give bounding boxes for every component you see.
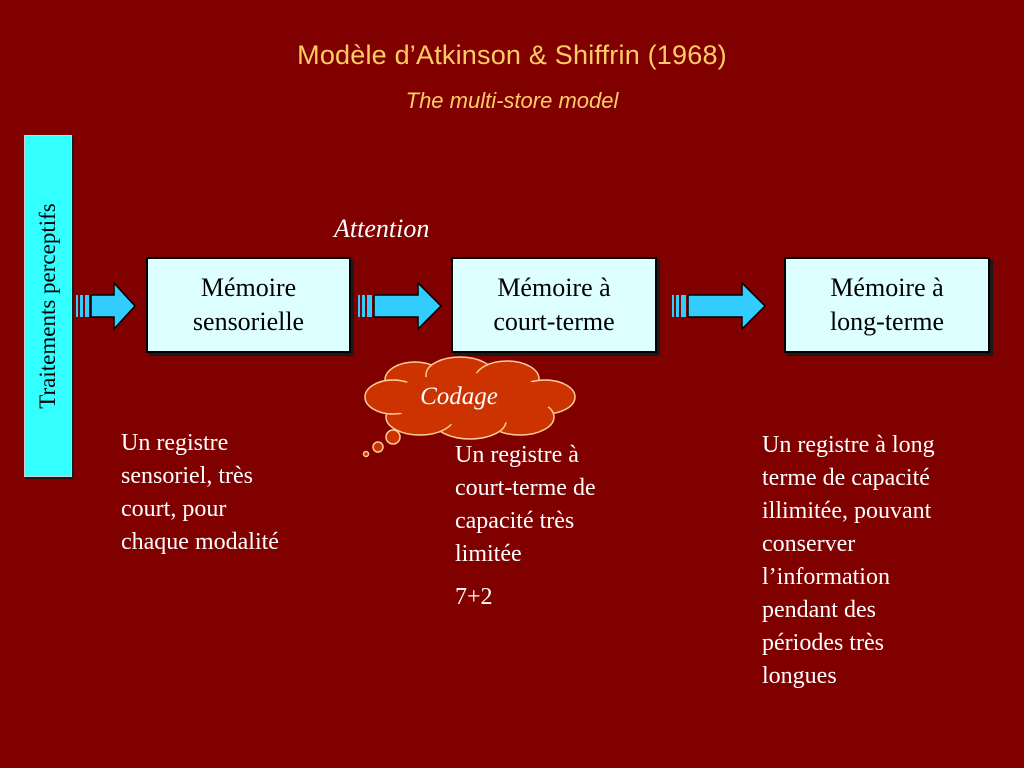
arrow-to-sensory-memory bbox=[76, 280, 138, 332]
long-term-memory-line1: Mémoire à bbox=[830, 273, 944, 302]
long-term-description-line: pendant des bbox=[762, 597, 876, 623]
codage-label: Codage bbox=[420, 383, 498, 410]
short-term-description-line: capacité très bbox=[455, 508, 575, 534]
attention-label: Attention bbox=[334, 214, 430, 243]
short-term-description-line: Un registre à bbox=[455, 442, 579, 468]
long-term-memory-box bbox=[784, 257, 990, 353]
sensory-description-line: sensoriel, très bbox=[121, 463, 253, 489]
perceptual-processing-label: Traitements perceptifs bbox=[35, 203, 60, 409]
perceptual-processing-bar bbox=[24, 135, 72, 477]
sensory-memory-box bbox=[146, 257, 351, 353]
short-term-memory-line2: court-terme bbox=[493, 307, 615, 336]
sensory-memory-line1: Mémoire bbox=[200, 273, 297, 302]
long-term-description-line: illimitée, pouvant bbox=[762, 498, 932, 524]
long-term-memory-line2: long-terme bbox=[829, 307, 945, 336]
short-term-memory-box bbox=[451, 257, 657, 353]
sensory-description bbox=[121, 427, 279, 559]
sensory-memory-line2: sensorielle bbox=[192, 307, 305, 336]
long-term-description-line: l’information bbox=[762, 564, 890, 590]
sensory-description-line: chaque modalité bbox=[121, 529, 279, 555]
long-term-description-line: Un registre à long bbox=[762, 432, 935, 458]
short-term-description-line: limitée bbox=[455, 541, 522, 567]
long-term-description bbox=[762, 429, 935, 693]
sensory-description-line: court, pour bbox=[121, 496, 227, 522]
long-term-description-line: longues bbox=[762, 663, 837, 689]
long-term-description-line: terme de capacité bbox=[762, 465, 930, 491]
short-term-description-line: court-terme de bbox=[455, 475, 596, 501]
short-term-description bbox=[455, 439, 596, 614]
short-term-memory-line1: Mémoire à bbox=[497, 273, 611, 302]
arrow-to-long-term-memory bbox=[672, 280, 768, 332]
short-term-capacity: 7+2 bbox=[455, 584, 493, 610]
page-title: Modèle d’Atkinson & Shiffrin (1968) bbox=[297, 40, 727, 70]
long-term-description-line: périodes très bbox=[762, 630, 884, 656]
arrow-to-short-term-memory bbox=[358, 280, 444, 332]
page-subtitle: The multi-store model bbox=[405, 88, 619, 113]
long-term-description-line: conserver bbox=[762, 531, 856, 557]
sensory-description-line: Un registre bbox=[121, 430, 229, 456]
